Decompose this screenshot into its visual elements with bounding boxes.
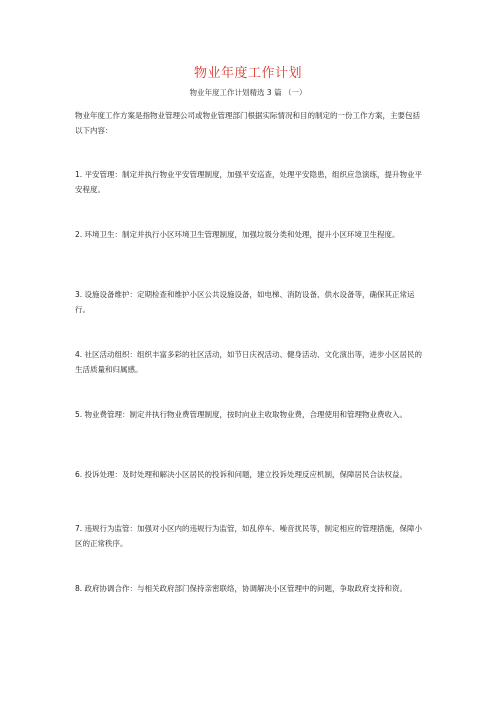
plan-item-government-coordination: 8. 政府协调合作：与相关政府部门保持亲密联络，协调解决小区管理中的问题，争取政府支持和资。 xyxy=(75,584,408,593)
plan-item-sanitation: 2. 环境卫生：制定并执行小区环境卫生管理制度，加强垃圾分类和处理，提升小区环境卫生程度。 xyxy=(75,230,400,239)
plan-item-violation-supervision: 7. 违规行为监管：加强对小区内的违规行为监管，如乱停车、噪音扰民等，制定相应的管理措施，保障小区的正常秩序。 xyxy=(75,524,423,548)
plan-item-security: 1. 平安管理：制定并执行物业平安管理制度，加强平安巡查，处理平安隐患，组织应急演练，提升物业平安程度。 xyxy=(75,170,423,194)
document-subtitle: 物业年度工作计划精选 3 篇 （一） xyxy=(189,88,307,97)
plan-item-facility-maintenance: 3. 设施设备维护：定期检查和维护小区公共设施设备，如电梯、消防设备、供水设备等，确保其正常运行。 xyxy=(75,290,415,314)
plan-item-community-activities: 4. 社区活动组织：组织丰富多彩的社区活动，如节日庆祝活动、健身活动、文化演出等，进步小区居民的生活质量和归属感。 xyxy=(75,350,423,374)
document-title: 物业年度工作计划 xyxy=(193,66,302,81)
plan-item-property-fee: 5. 物业费管理：制定并执行物业费管理制度，按时向业主收取物业费，合理使用和管理物业费收入。 xyxy=(75,410,408,419)
intro-paragraph: 物业年度工作方案是指物业管理公司或物业管理部门根据实际情况和目的制定的一份工作方案，主要包括以下内容： xyxy=(75,111,420,135)
plan-item-complaints: 6. 投诉处理：及时处理和解决小区居民的投诉和问题，建立投诉处理反应机制，保障居民合法权益。 xyxy=(75,470,408,479)
